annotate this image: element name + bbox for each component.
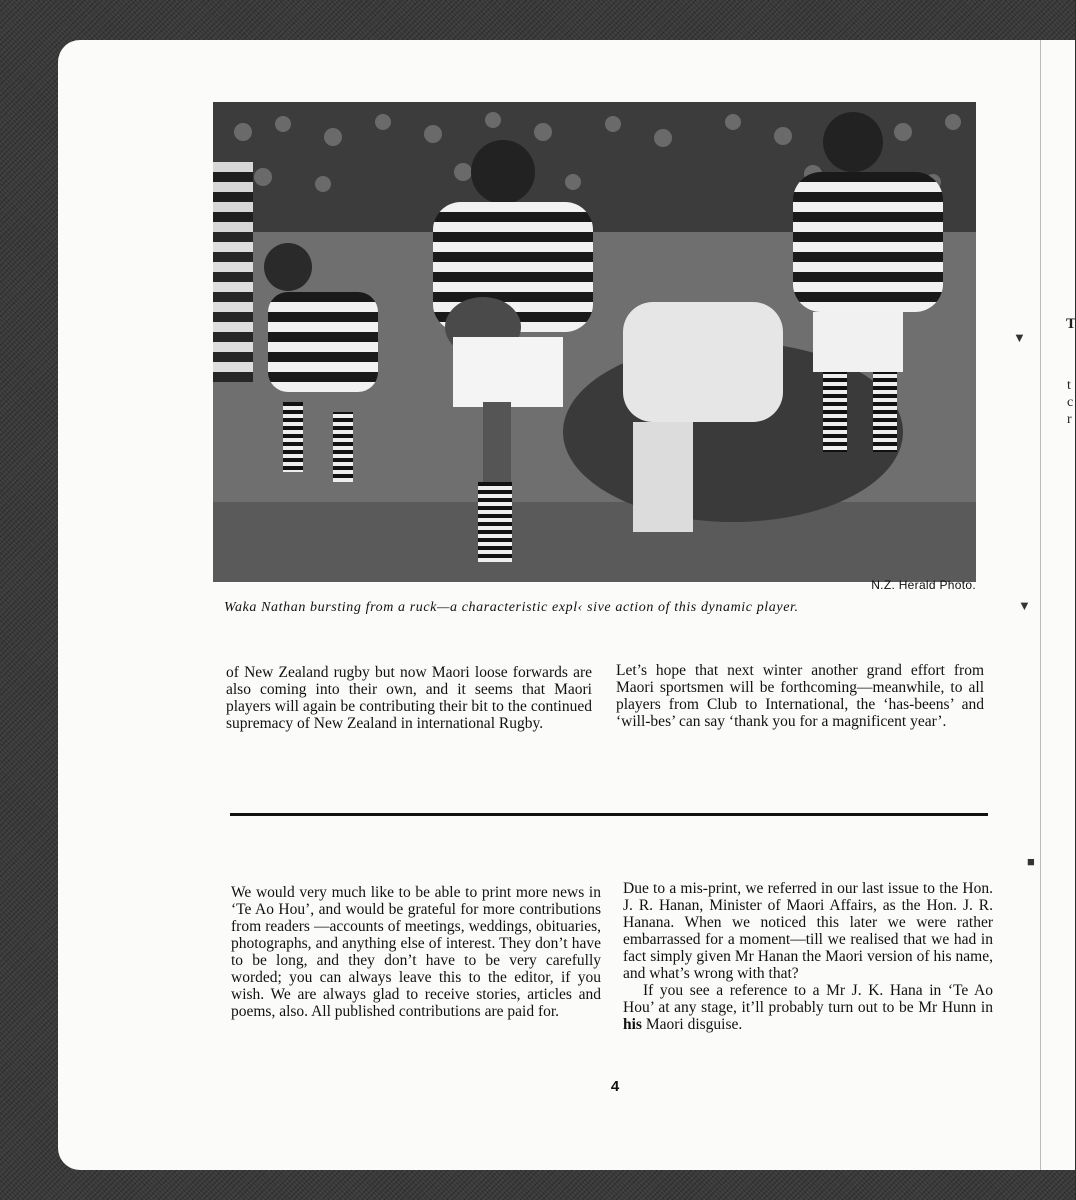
misprint-paragraph-1: Due to a mis-print, we referred in our last issue to the Hon. J. R. Hanan, Minister of Maori Affairs, as the Hon. J. R. Hanana. When we noticed this later we were rather embarrassed for a moment—till we realised that we had in fact simply given Mr Hanan the Maori version of his name, and what’s wrong with that? <box>623 880 993 982</box>
emphasis-his: his <box>623 1016 642 1033</box>
contributions-paragraph: We would very much like to be able to print more news in ‘Te Ao Hou’, and would be grateful for more contributions from readers —accounts of meetings, weddings, obituaries, photographs, and anything else of interest. They don’t have to be long, and they don’t have to be very carefully worded; you can always leave this to the editor, if you wish. We are always glad to receive stories, articles and poems, also. All published contributions are paid for. <box>231 884 601 1020</box>
facing-page-heading-fragment: T <box>1066 316 1076 332</box>
misprint-paragraph-2 <box>623 982 993 1033</box>
page-number: 4 <box>610 1078 620 1095</box>
article-paragraph: of New Zealand rugby but now Maori loose forwards are also coming into their own, and it seems that Maori players will again be contributing their bit to the continued supremacy of New Zealand in international Rugby. <box>226 664 592 732</box>
facing-page-ornament: ■ <box>1027 854 1035 869</box>
misprint-text-start: If you see a reference to a Mr J. K. Hana in ‘Te Ao Hou’ at any stage, it’ll probably turn out to be Mr Hunn in <box>623 982 993 1016</box>
facing-page-text-fragment: r <box>1067 412 1072 427</box>
misprint-notice <box>623 880 993 1033</box>
rugby-photograph <box>213 102 976 582</box>
facing-page-text-fragment: t <box>1067 378 1071 393</box>
page-gutter-edge <box>1040 40 1041 1170</box>
photo-credit: N.Z. Herald Photo. <box>871 578 976 592</box>
facing-page-ornament: ▼ <box>1018 598 1031 613</box>
section-divider <box>230 813 988 816</box>
contributions-notice <box>231 884 601 1020</box>
photo-caption: Waka Nathan bursting from a ruck—a characteristic expl‹ sive action of this dynamic player. <box>224 600 799 615</box>
misprint-text-end: Maori disguise. <box>641 1016 743 1033</box>
article-column-left <box>226 664 592 732</box>
facing-page-text-fragment: c <box>1067 395 1074 410</box>
facing-page-ornament: ▼ <box>1013 330 1026 345</box>
article-column-right <box>616 662 984 730</box>
article-paragraph: Let’s hope that next winter another grand effort from Maori sportsmen will be forthcoming—meanwhile, to all players from Club to International, the ‘has-beens’ and ‘will-bes’ can say ‘thank you for a magnificent year’. <box>616 662 984 730</box>
